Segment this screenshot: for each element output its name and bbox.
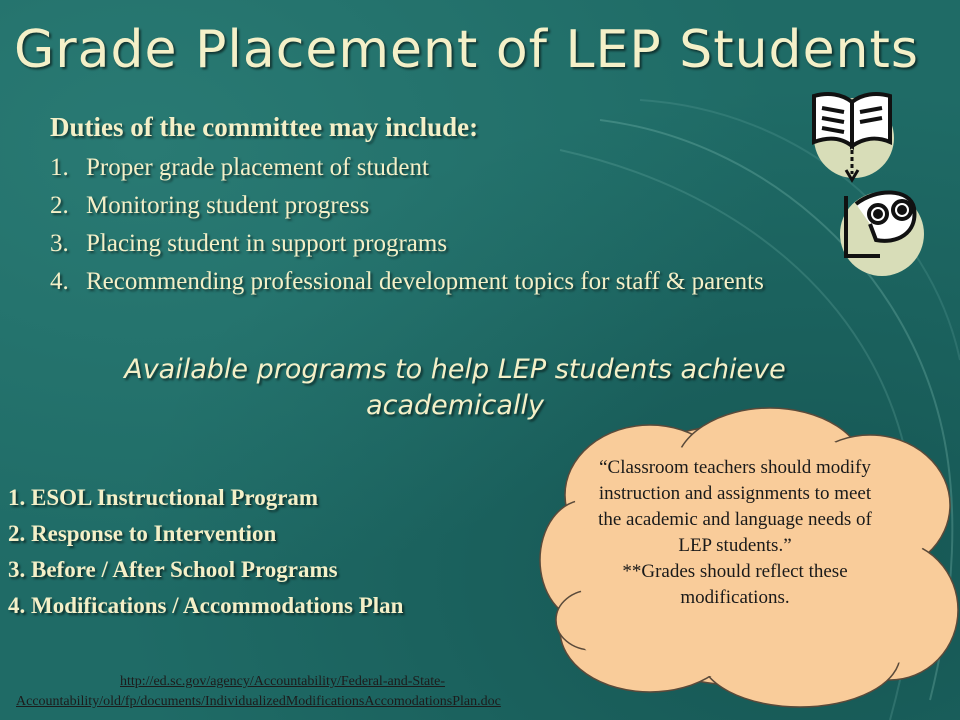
quote-box bbox=[590, 455, 880, 611]
program-item: 2. Response to Intervention bbox=[8, 521, 277, 546]
duties-heading: Duties of the committee may include: bbox=[50, 112, 479, 142]
duty-item bbox=[50, 263, 850, 301]
duty-text: Proper grade placement of student bbox=[86, 154, 429, 181]
source-link[interactable] bbox=[0, 672, 680, 712]
study-clipart bbox=[806, 84, 936, 294]
duty-text: Placing student in support programs bbox=[86, 230, 448, 257]
program-item: 4. Modifications / Accommodations Plan bbox=[8, 593, 404, 618]
duty-number: 4. bbox=[50, 268, 69, 295]
slide-title: Grade Placement of LEP Students bbox=[14, 20, 919, 80]
program-item: 1. ESOL Instructional Program bbox=[8, 485, 319, 510]
duty-item bbox=[50, 225, 850, 263]
book-icon bbox=[814, 94, 890, 146]
programs-list bbox=[8, 480, 403, 624]
duties-section bbox=[50, 112, 850, 301]
duty-item bbox=[50, 187, 850, 225]
program-item: 3. Before / After School Programs bbox=[8, 557, 338, 582]
duty-number: 2. bbox=[50, 192, 69, 219]
duties-list bbox=[50, 149, 850, 301]
quote-text: “Classroom teachers should modify instruction and assignments to meet the academic and language needs of LEP students.” bbox=[598, 457, 872, 556]
quote-note: **Grades should reflect these modifications. bbox=[622, 561, 848, 608]
duty-number: 3. bbox=[50, 230, 69, 257]
source-link-line1[interactable]: http://ed.sc.gov/agency/Accountability/Federal-and-State- bbox=[120, 674, 446, 689]
duty-text: Monitoring student progress bbox=[86, 192, 370, 219]
programs-heading: Available programs to help LEP students achieve academically bbox=[124, 354, 786, 421]
duty-number: 1. bbox=[50, 154, 69, 181]
source-link-line2[interactable]: Accountability/old/fp/documents/IndividualizedModificationsAccomodationsPlan.doc bbox=[16, 694, 501, 709]
duty-text: Recommending professional development topics for staff & parents bbox=[86, 268, 764, 295]
duty-item bbox=[50, 149, 850, 187]
